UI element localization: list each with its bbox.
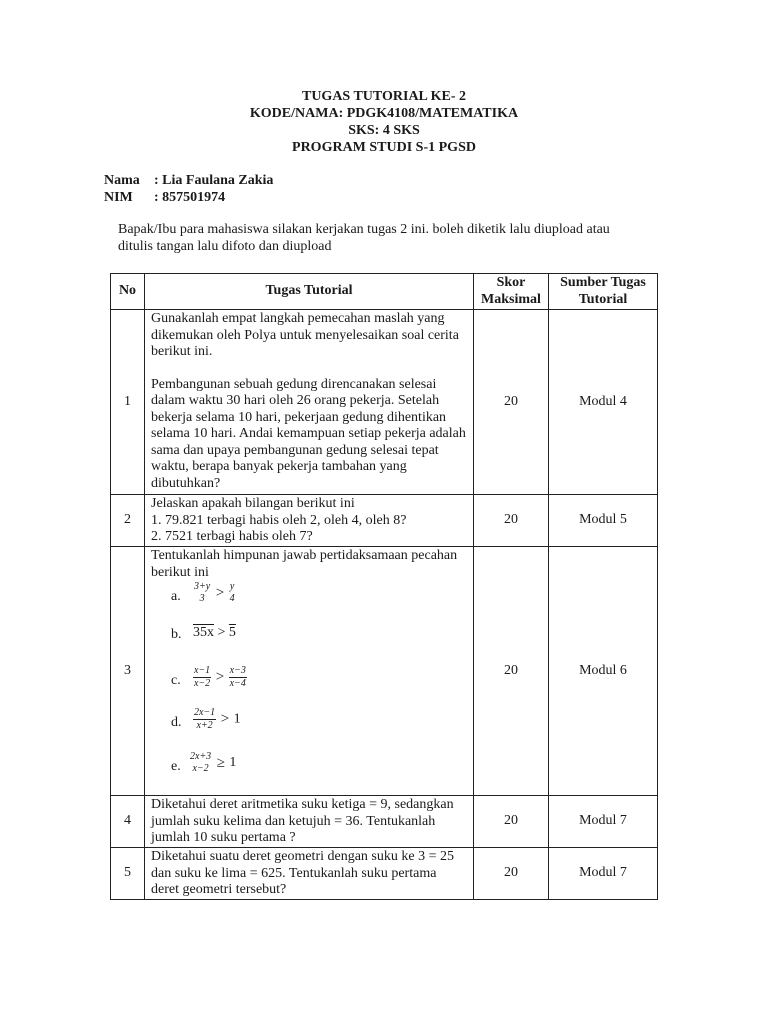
numerator: 2x−1: [194, 707, 216, 718]
item-label: c.: [171, 673, 181, 688]
table-row: [111, 547, 658, 796]
row-no: 2: [111, 495, 145, 547]
table-row: [111, 310, 658, 495]
row-score: 20: [474, 547, 549, 796]
nim-label: NIM: [104, 190, 133, 205]
title-line-2: KODE/NAMA: PDGK4108/MATEMATIKA: [249, 106, 519, 121]
row-no: 3: [111, 547, 145, 796]
denominator: x−2: [194, 678, 211, 689]
relation: >: [217, 625, 226, 640]
title-line-1: TUGAS TUTORIAL KE- 2: [301, 89, 467, 104]
header-no: No: [111, 274, 145, 310]
table-row: [111, 848, 658, 900]
task-item: 1. 79.821 terbagi habis oleh 2, oleh 4, oleh 8?: [151, 512, 407, 528]
row-task: [145, 547, 474, 796]
nim-value: : 857501974: [154, 190, 226, 205]
numerator: x−3: [229, 665, 246, 676]
title-line-3: SKS: 4 SKS: [348, 123, 420, 138]
row-source: Modul 5: [549, 495, 658, 547]
row-source: Modul 7: [549, 796, 658, 848]
numerator: x−1: [194, 665, 211, 676]
relation: >: [215, 584, 225, 601]
row-no: 1: [111, 310, 145, 495]
inequality-b: [151, 619, 467, 659]
title-line-4: PROGRAM STUDI S-1 PGSD: [292, 140, 476, 155]
inequality-d: [151, 701, 467, 745]
task-table: [110, 273, 658, 900]
row-no: 4: [111, 796, 145, 848]
relation: >: [215, 669, 225, 686]
row-task: Diketahui suatu deret geometri dengan suku ke 3 = 25 dan suku ke lima = 625. Tentukanlah suku pertama deret geometri tersebut?: [145, 848, 474, 900]
row-score: 20: [474, 495, 549, 547]
task-paragraph: Gunakanlah empat langkah pemecahan maslah yang dikemukan oleh Polya untuk menyelesaikan soal cerita berikut ini.: [151, 311, 459, 359]
header-source: Sumber Tugas Tutorial: [549, 274, 658, 310]
denominator: x−4: [229, 678, 246, 689]
task-intro: Tentukanlah himpunan jawab pertidaksamaan pecahan berikut ini: [151, 548, 458, 580]
math-expression: [189, 751, 236, 775]
row-score: 20: [474, 796, 549, 848]
header-score: Skor Maksimal: [474, 274, 549, 310]
header-task: Tugas Tutorial: [145, 274, 474, 310]
numerator: y: [229, 581, 235, 592]
denominator: 3: [199, 593, 205, 604]
table-header-row: [111, 274, 658, 310]
table-row: [111, 495, 658, 547]
denominator: 4: [229, 593, 235, 604]
row-score: 20: [474, 310, 549, 495]
task-item: 2. 7521 terbagi habis oleh 7?: [151, 529, 313, 544]
right-hand-side: 1: [229, 755, 237, 771]
inequality-a: [151, 581, 467, 619]
row-task: [145, 310, 474, 495]
inequality-c: [151, 659, 467, 701]
radicand: 5: [228, 625, 236, 640]
row-task: Diketahui deret aritmetika suku ketiga = 9, sedangkan jumlah suku kelima dan ketujuh = 36. Tentukanlah jumlah 10 suku pertama ?: [145, 796, 474, 848]
relation: >: [220, 711, 230, 728]
item-label: b.: [171, 627, 182, 642]
numerator: 2x+3: [190, 751, 212, 762]
denominator: x−2: [192, 763, 209, 774]
student-name-row: [104, 172, 273, 189]
math-expression: [193, 625, 236, 642]
row-source: Modul 7: [549, 848, 658, 900]
item-label: e.: [171, 759, 181, 774]
denominator: x+2: [196, 720, 213, 731]
row-source: Modul 6: [549, 547, 658, 796]
math-expression: [193, 665, 247, 690]
math-expression: [193, 581, 236, 605]
relation: ≥: [216, 754, 225, 771]
radicand: 35x: [193, 625, 214, 640]
task-paragraph: Pembangunan sebuah gedung direncanakan selesai dalam waktu 30 hari oleh 26 orang pekerja. Setelah bekerja selama 10 hari, pekerjaan gedung dihentikan selama 10 hari. Andai kemampuan setiap pekerja adalah sama dan upaya pembangunan gedung selesai tepat waktu, berapa banyak pekerja tambahan yang dibutuhkan?: [151, 376, 466, 491]
numerator: 3+y: [194, 581, 211, 592]
row-score: 20: [474, 848, 549, 900]
row-no: 5: [111, 848, 145, 900]
row-source: Modul 4: [549, 310, 658, 495]
name-label: Nama: [104, 173, 140, 188]
task-intro: Jelaskan apakah bilangan berikut ini: [151, 496, 355, 511]
right-hand-side: 1: [233, 711, 241, 727]
math-expression: [193, 707, 241, 732]
item-label: a.: [171, 589, 181, 604]
inequality-e: [151, 745, 467, 789]
name-value: : Lia Faulana Zakia: [154, 173, 274, 188]
row-task: [145, 495, 474, 547]
item-label: d.: [171, 715, 182, 730]
student-nim-row: [104, 189, 225, 206]
table-row: [111, 796, 658, 848]
instructions: Bapak/Ibu para mahasiswa silakan kerjakan tugas 2 ini. boleh diketik lalu diupload atau ditulis tangan lalu difoto dan diupload: [118, 222, 610, 254]
